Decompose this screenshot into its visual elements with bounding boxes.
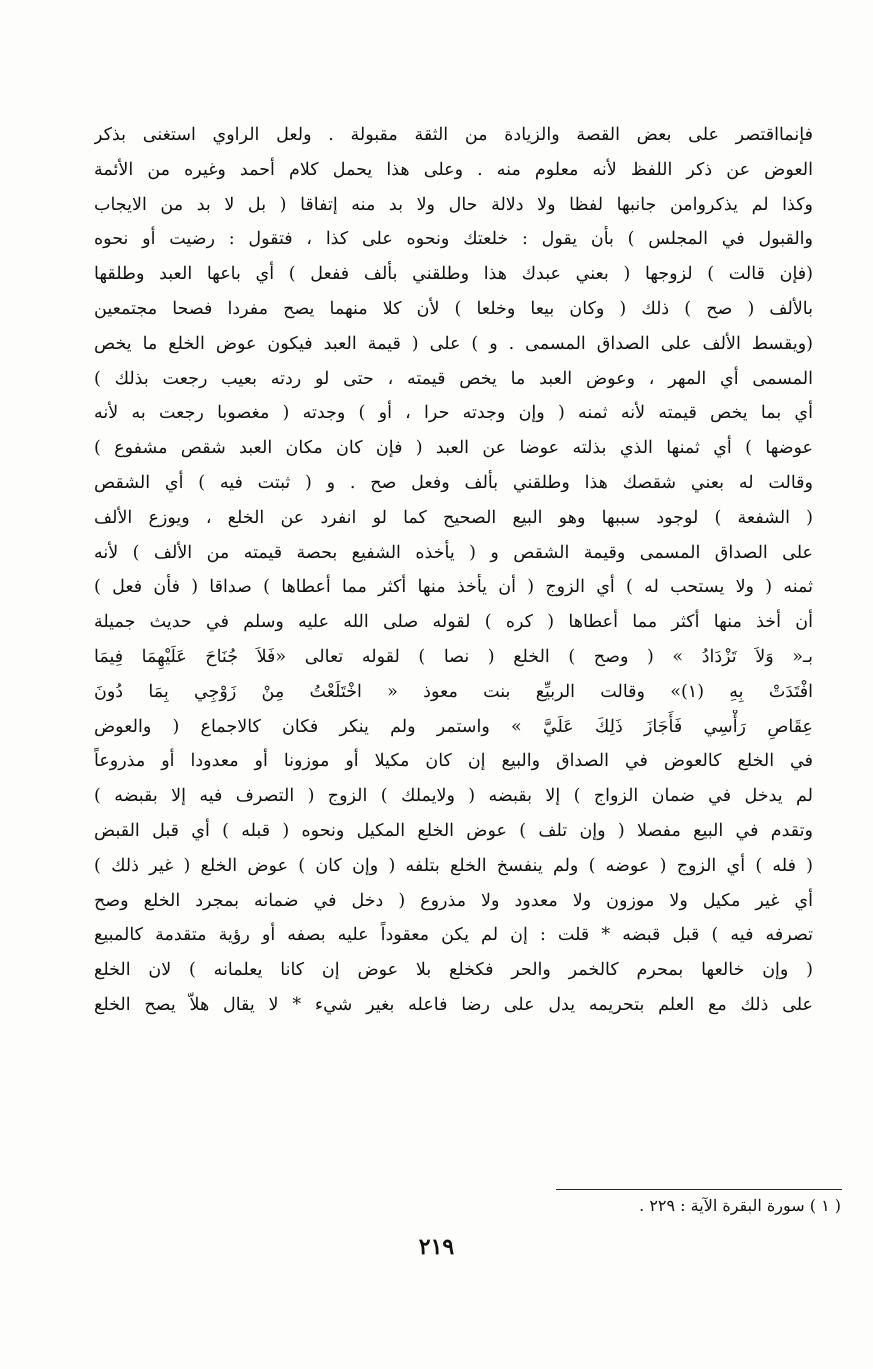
text-line: أي بما يخص قيمته لأنه ثمنه ( وإن وجدته حرا ، أو ) وجدته ( مغصوبا رجعت به لأنه	[94, 403, 813, 424]
text-line: ( فله ) أي الزوج ( عوضه ) ولم ينفسخ الخلع بتلفه ( وإن كان ) عوض الخلع ( غير ذلك )	[94, 855, 813, 876]
text-line: بـ« وَلاَ تَزْدَادُ » ( وصح ) الخلع ( نصا ) لقوله تعالى «فَلاَ جُنَاحَ عَلَيْهِمَا فِيمَا	[94, 646, 813, 667]
text-line: وتقدم في البيع مفصلا ( وإن تلف ) عوض الخلع المكيل ونحوه ( قبله ) أي قبل القبض	[94, 820, 813, 841]
text-line: ثمنه ( ولا يستحب له ) أي الزوج ( أن يأخذ منها أكثر مما أعطاها ) صداقا ( فأن فعل )	[94, 577, 813, 598]
text-line: أن أخذ منها أكثر مما أعطاها ( كره ) لقوله صلى الله عليه وسلم في حديث جميلة	[94, 612, 813, 633]
text-line: وكذا لم يذكروامن جانبها لفظا ولا دلالة حال ولا بد منه إتفاقا ( بل لا بد من الايجاب	[94, 194, 813, 215]
text-line: تصرفه فيه ) قبل قبضه * قلت : إن لم يكن معقوداً عليه بصفه أو رؤية متقدمة كالمبيع	[94, 925, 813, 946]
text-line: أي غير مكيل ولا موزون ولا معدود ولا مذروع ( دخل في ضمانه بمجرد الخلع وصح	[94, 890, 813, 911]
text-line: عوضها ) أي ثمنها الذي بذلته عوضا عن العبد ( فإن كان مكان العبد شقص مشفوع )	[94, 438, 813, 459]
text-line: فإنمااقتصر على بعض القصة والزيادة من الثقة مقبولة . ولعل الراوي استغنى بذكر	[94, 125, 813, 145]
text-line: عِقَاصِ رَأْسِي فَأَجَازَ ذَلِكَ عَلَيَّ » واستمر ولم ينكر فكان كالاجماع ( والعوض	[94, 716, 813, 737]
text-line: ( وإن خالعها بمحرم كالخمر والحر فكخلع بلا عوض إن كانا يعلمانه ) لان الخلع	[94, 960, 813, 981]
text-line: على ذلك مع العلم بتحريمه يدل على رضا فاعله بغير شيء * لا يقال هلاّ يصح الخلع	[94, 994, 813, 1015]
page-number: ٢١٩	[418, 1234, 455, 1260]
footnote-divider	[556, 1189, 842, 1190]
text-line: والقبول في المجلس ) بأن يقول : خلعتك ونحوه على كذا ، فتقول : رضيت أو نحوه	[94, 229, 813, 250]
text-line: على الصداق المسمى وقيمة الشقص و ( يأخذه الشفيع بحصة قيمته من الألف ) لأنه	[94, 542, 813, 563]
text-line: المسمى أي المهر ، وعوض العبد ما يخص قيمته ، حتى لو ردته بعيب رجعت بذلك )	[94, 368, 813, 389]
body-text	[94, 118, 813, 1023]
text-line: في الخلع كالعوض في الصداق والبيع إن كان مكيلا أو موزونا أو معدودا أو مذروعاً	[94, 751, 813, 772]
text-line: العوض عن ذكر اللفظ لأنه معلوم منه . وعلى هذا يحمل كلام أحمد وغيره من الأئمة	[94, 159, 813, 180]
text-line: وقالت له بعني شقصك هذا وطلقني بألف وفعل صح . و ( ثبتت فيه ) أي الشقص	[94, 472, 813, 493]
text-line: ( الشفعة ) لوجود سببها وهو البيع الصحيح كما لو انفرد عن الخلع ، ويوزع الألف	[94, 507, 813, 528]
text-line: (ويقسط الألف على الصداق المسمى . و ) على ( قيمة العبد فيكون عوض الخلع ما يخص	[94, 333, 813, 354]
text-line: (فإن قالت ) لزوجها ( بعني عبدك هذا وطلقني بألف ففعل ) أي باعها العبد وطلقها	[94, 264, 813, 285]
text-line: بالألف ( صح ) ذلك ( وكان بيعا وخلعا ) لأن كلا منهما يصح مفردا فصحا مجتمعين	[94, 298, 813, 319]
text-line: افْتَدَتْ بِهِ (١)» وقالت الربيِّع بنت معوذ « اخْتَلَعْتُ مِنْ زَوْجِي بِمَا دُونَ	[94, 681, 813, 702]
footnote: ( ١ ) سورة البقرة الآية : ٢٢٩ .	[639, 1196, 841, 1215]
text-line: لم يدخل في ضمان الزواج ) إلا بقبضه ( ولايملك ) الزوج ( التصرف فيه إلا بقبضه )	[94, 786, 813, 807]
